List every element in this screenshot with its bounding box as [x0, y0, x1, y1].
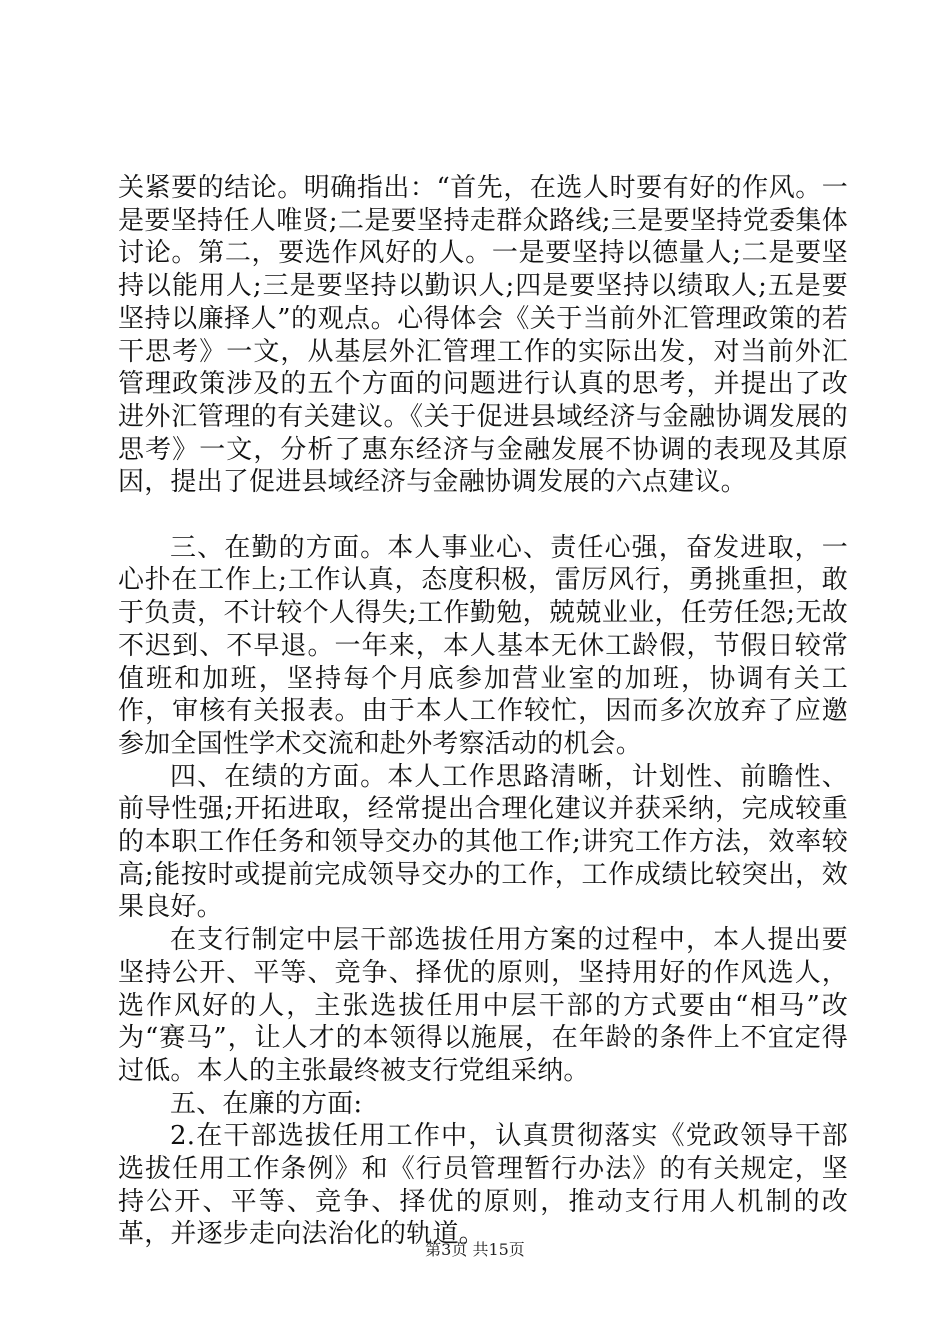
- paragraph-spacer: [118, 499, 848, 532]
- paragraph-diligence: 三、在勤的方面。本人事业心、责任心强，奋发进取，一心扑在工作上;工作认真，态度积极，雷厉风行，勇挑重担，敢于负责，不计较个人得失;工作勤勉，兢兢业业，任劳任怨;无故不迟到、不早退。一年来，本人基本无休工龄假，节假日较常值班和加班，坚持每个月底参加营业室的加班，协调有关工作，审核有关报表。由于本人工作较忙，因而多次放弃了应邀参加全国性学术交流和赴外考察活动的机会。: [118, 532, 848, 759]
- paragraph-integrity-heading: 五、在廉的方面:: [170, 1088, 363, 1119]
- document-body: [118, 172, 848, 1251]
- paragraph-selection-plan: 在支行制定中层干部选拔任用方案的过程中，本人提出要坚持公开、平等、竞争、择优的原则，坚持用好的作风选人，选作风好的人，主张选拔任用中层干部的方式要由“相马”改为“赛马”，让人才的本领得以施展，在年龄的条件上不宜定得过低。本人的主张最终被支行党组采纳。: [118, 925, 848, 1086]
- paragraph-performance: 四、在绩的方面。本人工作思路清晰，计划性、前瞻性、前导性强;开拓进取，经常提出合理化建议并获采纳，完成较重的本职工作任务和领导交办的其他工作;讲究工作方法，效率较高;能按时或提前完成领导交办的工作，工作成绩比较突出，效果良好。: [118, 761, 848, 923]
- paragraph-integrity-item-2: 2.在干部选拔任用工作中，认真贯彻落实《党政领导干部选拔任用工作条例》和《行员管理暂行办法》的有关规定，坚持公开、平等、竞争、择优的原则，推动支行用人机制的改革，并逐步走向法治化的轨道。: [118, 1121, 848, 1250]
- paragraph-conclusion: 关紧要的结论。明确指出：“首先，在选人时要有好的作风。一是要坚持任人唯贤;二是要坚持走群众路线;三是要坚持党委集体讨论。第二，要选作风好的人。一是要坚持以德量人;二是要坚持以能用人;三是要坚持以勤识人;四是要坚持以绩取人;五是要坚持以廉择人”的观点。心得体会《关于当前外汇管理政策的若干思考》一文，从基层外汇管理工作的实际出发，对当前外汇管理政策涉及的五个方面的问题进行认真的思考，并提出了改进外汇管理的有关建议。《关于促进县域经济与金融协调发展的思考》一文，分析了惠东经济与金融发展不协调的表现及其原因，提出了促进县域经济与金融协调发展的六点建议。: [118, 173, 848, 498]
- page-number-footer: 第3页 共15页: [425, 1240, 525, 1259]
